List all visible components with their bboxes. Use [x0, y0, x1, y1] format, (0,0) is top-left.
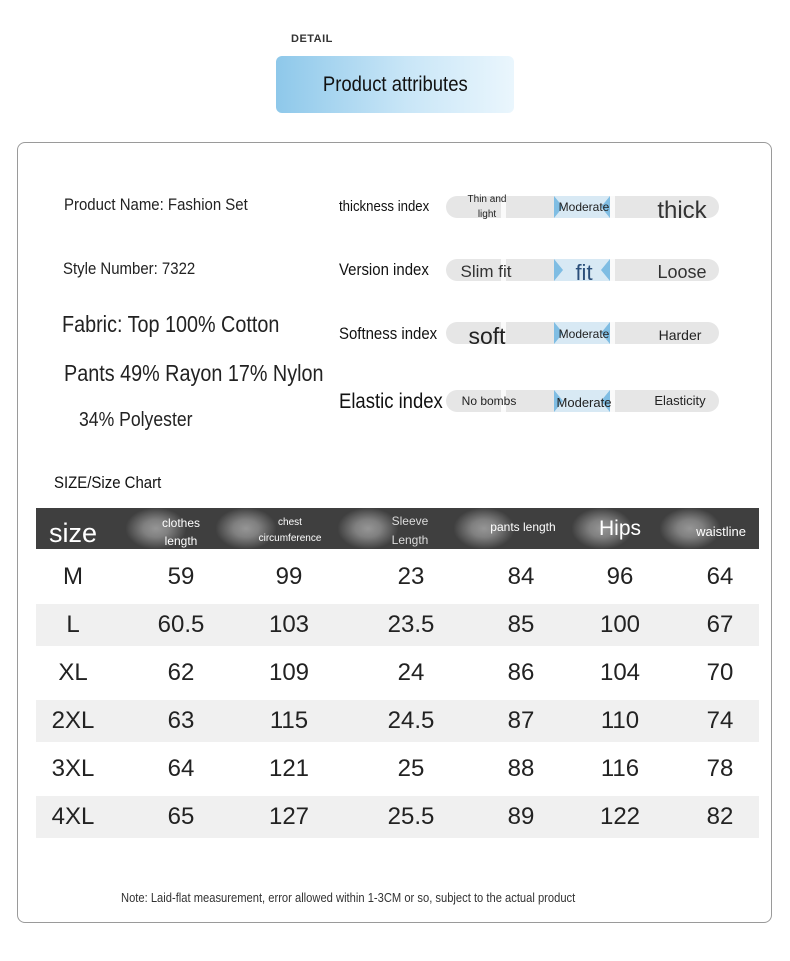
measurement-cell: 67 [706, 611, 734, 638]
measurement-cell: 78 [706, 755, 734, 782]
softness-option-soft: soft [468, 323, 506, 349]
fabric-line-3: 34% Polyester [79, 409, 193, 431]
version-option-fit: fit [575, 260, 593, 285]
table-row [36, 604, 759, 646]
measurement-cell: 127 [268, 803, 310, 830]
measurement-cell: 115 [269, 707, 309, 734]
size-cell: 4XL [51, 803, 95, 830]
size-cell: L [66, 611, 80, 638]
table-row [36, 556, 759, 598]
measurement-cell: 86 [507, 659, 535, 686]
measurement-cell: 100 [599, 611, 641, 638]
measurement-cell: 62 [167, 659, 195, 686]
measurement-cell: 74 [706, 707, 734, 734]
measurement-cell: 64 [706, 563, 734, 590]
measurement-cell: 109 [268, 659, 310, 686]
header-chest-circumference: chest circumference [258, 517, 322, 544]
thickness-option-moderate: Moderate [558, 200, 610, 214]
header-waistline: waistline [696, 524, 746, 539]
elastic-index-label: Elastic index [339, 390, 443, 413]
elastic-option-no-bombs: No bombs [461, 394, 517, 408]
measurement-cell: 89 [507, 803, 535, 830]
measurement-cell: 87 [507, 707, 535, 734]
measurement-cell: 96 [606, 563, 634, 590]
measurement-cell: 88 [507, 755, 535, 782]
header-pants-length: pants length [490, 520, 556, 534]
measurement-cell: 110 [600, 707, 640, 734]
measurement-cell: 63 [167, 707, 195, 734]
measurement-cell: 99 [275, 563, 303, 590]
table-row [36, 748, 759, 790]
measurement-cell: 65 [167, 803, 195, 830]
measurement-cell: 104 [599, 659, 641, 686]
thickness-option-thin: Thin and light [467, 194, 507, 220]
measurement-cell: 60.5 [157, 611, 205, 638]
measurement-cell: 103 [268, 611, 310, 638]
measurement-cell: 25 [397, 755, 425, 782]
fabric-line-2: Pants 49% Rayon 17% Nylon [64, 360, 324, 386]
version-option-slim-fit: Slim fit [460, 262, 512, 281]
measurement-cell: 84 [507, 563, 535, 590]
header-size: size [48, 518, 98, 548]
size-cell: 2XL [51, 707, 95, 734]
measurement-cell: 122 [599, 803, 641, 830]
measurement-cell: 82 [706, 803, 734, 830]
elastic-option-elasticity: Elasticity [654, 393, 706, 408]
header-sleeve-length: Sleeve Length [391, 514, 429, 547]
table-row [36, 652, 759, 694]
measurement-cell: 23.5 [387, 611, 435, 638]
measurement-cell: 64 [167, 755, 195, 782]
measurement-cell: 85 [507, 611, 535, 638]
section-title-banner [276, 56, 514, 113]
elastic-option-moderate: Moderate [556, 395, 612, 410]
table-row [36, 700, 759, 742]
size-cell: XL [58, 659, 88, 686]
version-index-label: Version index [339, 260, 429, 279]
product-name: Product Name: Fashion Set [64, 195, 248, 214]
style-number: Style Number: 7322 [63, 259, 196, 278]
measurement-cell: 24 [397, 659, 425, 686]
thickness-option-thick: thick [657, 197, 707, 224]
measurement-cell: 121 [268, 755, 310, 782]
table-row [36, 796, 759, 838]
measurement-note: Note: Laid-flat measurement, error allowed within 1-3CM or so, subject to the actual product [121, 890, 576, 905]
version-option-loose: Loose [657, 262, 707, 282]
size-chart-title: SIZE/Size Chart [54, 473, 162, 492]
section-title: Product attributes [322, 72, 468, 96]
thickness-index-label: thickness index [339, 198, 430, 215]
softness-option-harder: Harder [658, 327, 702, 343]
measurement-cell: 70 [706, 659, 734, 686]
softness-option-moderate: Moderate [558, 327, 610, 341]
measurement-cell: 25.5 [387, 803, 435, 830]
header-clothes-length: clothes length [161, 516, 201, 548]
measurement-cell: 24.5 [387, 707, 435, 734]
softness-index-label: Softness index [339, 324, 438, 343]
size-cell: M [63, 563, 83, 590]
measurement-cell: 59 [167, 563, 195, 590]
fabric-line-1: Fabric: Top 100% Cotton [62, 311, 280, 337]
measurement-cell: 116 [600, 755, 640, 782]
detail-label: DETAIL [291, 33, 333, 45]
header-hips: Hips [598, 517, 642, 540]
size-cell: 3XL [51, 755, 95, 782]
measurement-cell: 23 [397, 563, 425, 590]
